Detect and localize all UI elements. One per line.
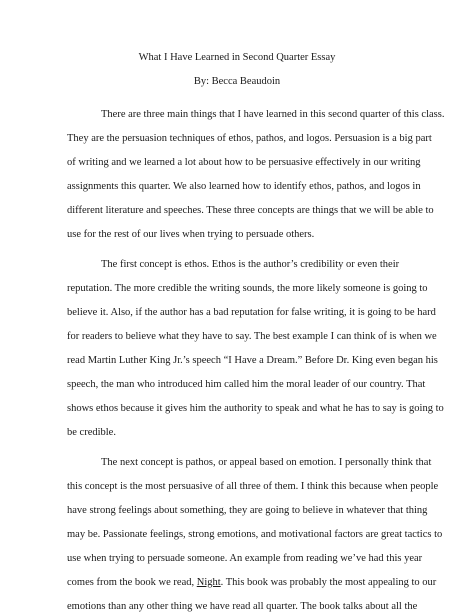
paragraph-2-line-5: read Martin Luther King Jr.’s speech “I Have a Dream.” Before Dr. King even began his [67,355,438,366]
line-text-after-title: . This book was probably the most appealing to our [220,577,437,588]
paragraph-3-line-5: use when trying to persuade someone. An example from reading we’ve had this year [67,553,423,564]
paragraph-2-line-8: be credible. [67,427,116,438]
book-title-night: Night [196,577,221,588]
paragraph-2-line-3: believe it. Also, if the author has a bad reputation for false writing, it is going to be hard [67,307,436,318]
paragraph-2-line-4: for readers to believe what they have to say. The best example I can think of is when we [67,331,437,342]
paragraph-3-line-6 [67,576,436,589]
paragraph-3-line-1: The next concept is pathos, or appeal based on emotion. I personally think that [101,457,432,468]
paragraph-3-line-2: this concept is the most persuasive of all three of them. I think this because when people [67,481,439,492]
essay-title: What I Have Learned in Second Quarter Essay [138,52,336,63]
paragraph-1-line-2: They are the persuasion techniques of ethos, pathos, and logos. Persuasion is a big part [67,133,432,144]
paragraph-3-line-3: have strong feelings about something, they are going to believe in whatever that thing [67,505,428,516]
paragraph-3-line-4: may be. Passionate feelings, strong emotions, and motivational factors are great tactics to [67,529,443,540]
paragraph-1-line-3: of writing and we learned a lot about how to be persuasive effectively in our writing [67,157,421,168]
paragraph-3-line-7: emotions than any other thing we have read all quarter. The book talks about all the [67,601,418,612]
paragraph-2-line-1: The first concept is ethos. Ethos is the author’s credibility or even their [101,259,400,270]
paragraph-2-line-6: speech, the man who introduced him called him the moral leader of our country. That [67,379,426,390]
paragraph-1-line-1: There are three main things that I have learned in this second quarter of this class. [101,109,445,120]
paragraph-1-line-5: different literature and speeches. These three concepts are things that we will be able to [67,205,434,216]
paragraph-2-line-7: shows ethos because it gives him the authority to speak and what he has to say is going to [67,403,444,414]
paragraph-1-line-6: use for the rest of our lives when trying to persuade others. [67,229,315,240]
line-text-before-title: comes from the book we read, [67,577,197,588]
paragraph-1-line-4: assignments this quarter. We also learned how to identify ethos, pathos, and logos in [67,181,421,192]
author-byline: By: Becca Beaudoin [193,76,281,87]
paragraph-2-line-2: reputation. The more credible the writing sounds, the more likely someone is going to [67,283,428,294]
